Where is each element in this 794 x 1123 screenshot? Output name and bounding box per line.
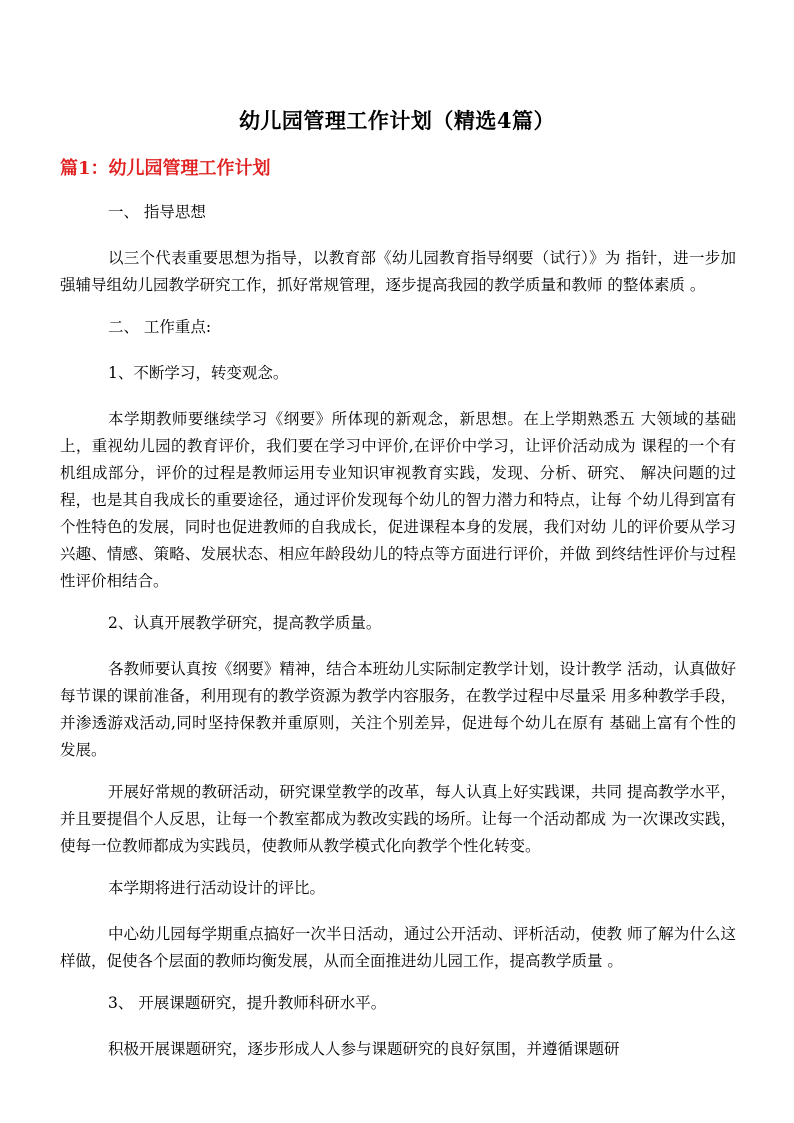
- paragraph-design-contest: 本学期将进行活动设计的评比。: [108, 879, 326, 897]
- paragraph-guiding-thought: 以三个代表重要思想为指导，以教育部《幼儿园教育指导纲要（试行）》为 指针，进一步加强辅导组幼儿园教学研究工作，抓好常规管理，逐步提高我园的教学质量和教师 的整体素质 。: [60, 249, 736, 294]
- paragraph-half-day-activity: 中心幼儿园每学期重点搞好一次半日活动，通过公开活动、评析活动，使教 师了解为什么这样做，促使各个层面的教师均衡发展，从而全面推进幼儿园工作，提高教学质量 。: [60, 925, 736, 970]
- item-1-heading: 1、不断学习，转变观念。: [108, 364, 289, 382]
- section-heading: 篇1：幼儿园管理工作计划: [60, 158, 271, 179]
- heading-work-focus: 二、 工作重点:: [108, 318, 212, 336]
- paragraph-research-activities: 开展好常规的教研活动，研究课堂教学的改革，每人认真上好实践课，共同 提高教学水平，并且要提倡个人反思，让每一个教室都成为教改实践的场所。让每一个活动都成 为一次课改实践，使每一位教师都成为实践员，使教师从教学模式化向教学个性化转变。: [60, 783, 736, 855]
- paragraph-teaching-plan: 各教师要认真按《纲要》精神，结合本班幼儿实际制定教学计划，设计教学 活动，认真做好每节课的课前准备，利用现有的教学资源为教学内容服务，在教学过程中尽量采 用多种教学手段，并渗透游戏活动,同时坚持保教并重原则，关注个别差异，促进每个幼儿在原有 基础上富有个性的发展。: [60, 660, 736, 759]
- document-body: [60, 199, 736, 1078]
- heading-guiding-thought: 一、 指导思想: [108, 203, 206, 221]
- item-2-heading: 2、认真开展教学研究，提高教学质量。: [108, 614, 382, 632]
- document-title: 幼儿园管理工作计划（精选4篇）: [238, 108, 556, 133]
- paragraph-topic-research: 积极开展课题研究，逐步形成人人参与课题研究的良好氛围，并遵循课题研: [108, 1040, 620, 1058]
- item-3-heading: 3、 开展课题研究，提升教师科研水平。: [108, 994, 387, 1012]
- paragraph-evaluation: 本学期教师要继续学习《纲要》所体现的新观念，新思想。在上学期熟悉五 大领域的基础上，重视幼儿园的教育评价，我们要在学习中评价,在评价中学习，让评价活动成为 课程的一个有机组成部分，评价的过程是教师运用专业知识审视教育实践，发现、分析、研究、 解决问题的过程，也是其自我成长的重要途径，通过评价发现每个幼儿的智力潜力和特点，让每 个幼儿得到富有个性特色的发展，同时也促进教师的自我成长，促进课程本身的发展，我们对幼 儿的评价要从学习兴趣、情感、策略、发展状态、相应年龄段幼儿的特点等方面进行评价，并做 到终结性评价与过程性评价相结合。: [60, 410, 736, 590]
